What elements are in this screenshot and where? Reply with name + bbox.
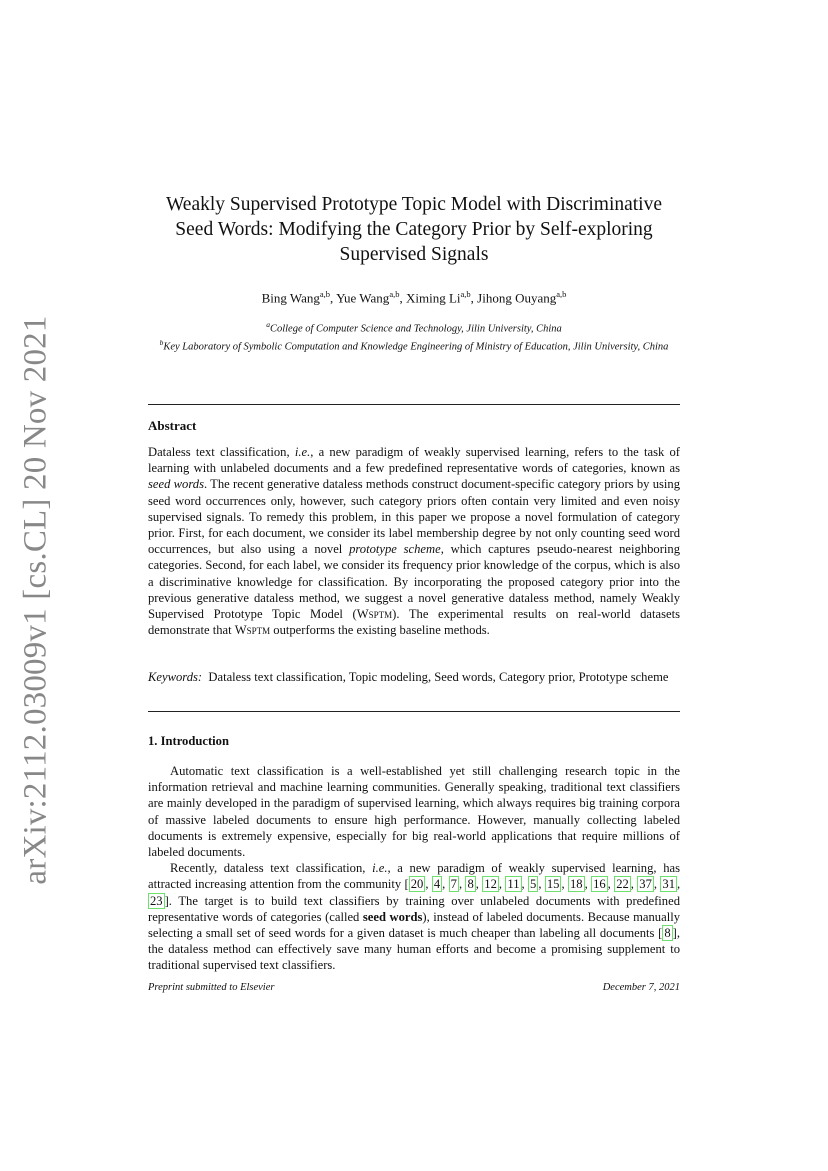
author-affiliation-mark: a,b	[319, 289, 331, 299]
citation-link[interactable]: 31	[662, 877, 675, 892]
citation-link[interactable]: 37	[639, 877, 652, 892]
section-heading-introduction: 1. Introduction	[148, 734, 229, 748]
model-name: Wsptm	[356, 607, 393, 622]
keywords	[148, 669, 680, 685]
footer-date: December 7, 2021	[602, 982, 680, 993]
citation-link[interactable]: 11	[507, 877, 520, 892]
footer-preprint-note: Preprint submitted to Elsevier	[148, 982, 275, 993]
affiliation-a: $^a$College of Computer Science and Technology, Jilin University, China	[266, 320, 562, 335]
author-affiliation-mark: a,b	[389, 289, 400, 299]
citation-link[interactable]: 7	[450, 877, 457, 892]
citation-link[interactable]: 23	[150, 893, 163, 908]
title-line-3: Supervised Signals	[339, 244, 489, 265]
abstract-body: Dataless text classification, i.e., a new paradigm of weakly supervised learning, refers to the task of learning with unlabeled documents and a few predefined representative words of categories, known as seed words. The recent generative dataless methods construct document-specific category priors by using seed word occurrences only, however, such category priors often contain very limited and even noisy supervised signals. To remedy this problem, in this paper we propose a novel formulation of category prior. First, for each document, we consider its label membership degree by not only counting seed word occurrences, but also using a novel prototype scheme, which captures pseudo-nearest neighboring categories. Second, for each label, we consider its frequency prior knowledge of the corpus, which is also a discriminative knowledge for classification. By incorporating the proposed category prior into the previous generative dataless method, we suggest a novel generative dataless method, namely Weakly Supervised Prototype Topic Model (Wsptm). The experimental results on real-world datasets demonstrate that Wsptm outperforms the existing baseline methods.	[148, 445, 681, 638]
keywords-text: Dataless text classification, Topic modeling, Seed words, Category prior, Prototype scheme	[208, 670, 669, 684]
citation-link[interactable]: 8	[664, 926, 671, 941]
paragraph: Automatic text classification is a well-established yet still challenging research topic in the information retrieval and machine learning communities. Generally speaking, traditional text classifiers are mainly developed in the paradigm of supervised learning, which always requires big training corpora of massive labeled documents to ensure high performance. However, manually collecting labeled documents is extremely expensive, especially for big real-world applications that require millions of labeled documents.	[148, 764, 680, 860]
paragraph: Recently, dataless text classification, i.e., a new paradigm of weakly supervised learning, has attracted increasing attention from the community [ 20 , 4 , 7 , 8 , 12 , 11 , 5 , 15 , 18 , 16 , 22 , 37 , 31 , 23 ]. The target is to build text classifiers by training over unlabeled documents with predefined representative words of categories (called seed words), instead of labeled documents. Because manually selecting a small set of seed words for a given dataset is much cheaper than labeling all documents [ 8 ], the dataless method can effectively save many human efforts and become a promising supplement to traditional supervised text classifiers.	[148, 861, 681, 973]
citation-link[interactable]: 22	[616, 877, 629, 892]
author-name: Yue Wang	[336, 290, 390, 306]
affiliation-b: $^b$Key Laboratory of Symbolic Computation and Knowledge Engineering of Ministry of Education, Jilin University, China	[159, 338, 669, 353]
author-name: Jihong Ouyang	[477, 290, 557, 306]
title-line-1: Weakly Supervised Prototype Topic Model with Discriminative	[165, 194, 663, 215]
citation-link[interactable]: 16	[593, 877, 606, 892]
citation-link[interactable]: 18	[569, 877, 583, 892]
model-name: Wsptm	[234, 623, 271, 638]
author-affiliation-mark: a,b	[556, 289, 567, 299]
author-name: Ximing Li	[405, 290, 461, 306]
arxiv-identifier: arXiv:2112.03009v1 [cs.CL] 20 Nov 2021	[17, 315, 54, 885]
author-list: Bing Wang$^{a,b}$, Yue Wang$^{a,b}$, Ximing Li$^{a,b}$, Jihong Ouyang$^{a,b}$	[261, 289, 567, 306]
citation-link[interactable]: 5	[530, 877, 537, 892]
keywords-label: Keywords:	[148, 670, 203, 684]
paper-title	[150, 192, 678, 267]
affiliations	[148, 318, 680, 354]
citation-link[interactable]: 4	[433, 877, 441, 892]
citation-list: 20 , 4 , 7 , 8 , 12 , 11 , 5 , 15 , 18 , 16 , 22 , 37 , 31 , 23	[150, 877, 681, 908]
citation-link[interactable]: 20	[410, 877, 424, 892]
citation-link[interactable]: 8	[467, 877, 474, 892]
divider-top	[148, 404, 680, 405]
citation-link[interactable]: 15	[546, 877, 560, 892]
introduction-body	[148, 763, 680, 974]
title-line-2: Seed Words: Modifying the Category Prior by Self-exploring	[175, 219, 653, 240]
citation-link[interactable]: 12	[484, 877, 497, 892]
author-affiliation-mark: a,b	[460, 289, 471, 299]
author-name: Bing Wang	[261, 290, 320, 306]
divider-bottom	[148, 711, 680, 712]
abstract-heading: Abstract	[148, 418, 197, 433]
